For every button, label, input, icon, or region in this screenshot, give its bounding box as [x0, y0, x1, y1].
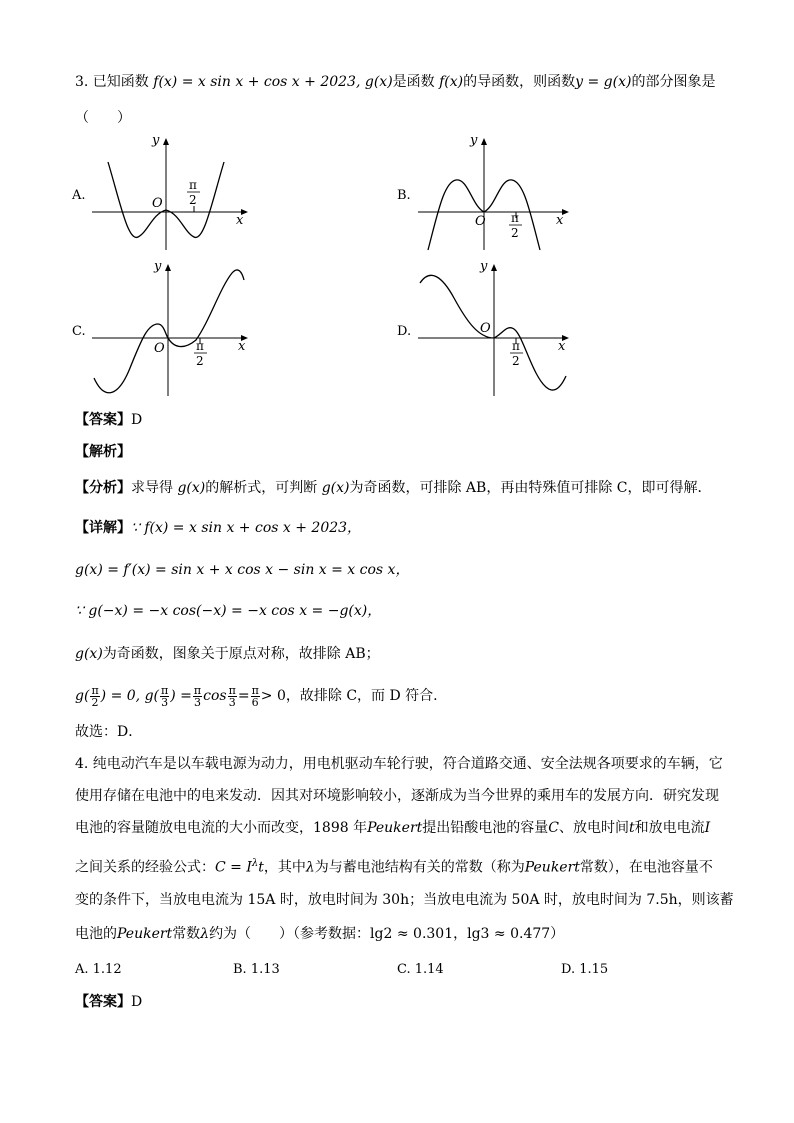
q3-fenxi-gx2: g(x) [321, 480, 350, 496]
option-b-pi: π [511, 211, 519, 225]
q4-choice-c: C. 1.14 [397, 962, 444, 977]
option-b-y: y [470, 133, 478, 148]
option-d-graph [416, 258, 586, 398]
option-d-x: x [558, 339, 566, 354]
q3-step4 [75, 644, 380, 664]
q4-choice-b: B. 1.13 [233, 962, 280, 977]
q4-answer-tag: 【答案】 [75, 994, 131, 1010]
q4-line3: 电池的容量随放电电流的大小而改变，1898 年Peukert提出铅酸电池的容量C、放电时间t和放电电流I [75, 820, 711, 836]
option-c-y: y [154, 259, 162, 274]
q3-xiangjie-tag: 【详解】 [75, 520, 131, 536]
q3-answer-tag: 【答案】 [75, 412, 131, 428]
option-a-pi: π [189, 178, 197, 192]
option-a-graph [90, 132, 260, 252]
q3-step5-f: > 0，故排除 C，而 D 符合. [260, 688, 438, 704]
q3-stem-fx: f(x) [439, 74, 464, 90]
q3-answer-value: D [131, 412, 143, 428]
q3-analysis-heading [75, 442, 131, 462]
option-c-origin: O [154, 341, 165, 356]
option-c-pi: π [196, 339, 204, 353]
q3-step3: ∵ g(−x) = −x cos(−x) = −x cos x = −g(x)， [75, 603, 382, 619]
q4-choice-a: A. 1.12 [75, 962, 122, 977]
q3-step4-text: 为奇函数，图象关于原点对称，故排除 AB； [102, 646, 380, 662]
q3-fenxi-c: 为奇函数，可排除 AB，再由特殊值可排除 C，即可得解． [349, 480, 712, 496]
q3-fenxi-a: 求导得 [131, 480, 173, 496]
q3-step1: ∵ f(x) = x sin x + cos x + 2023， [131, 520, 362, 536]
q3-step2: g(x) = f′(x) = sin x + x cos x − sin x = x cos x， [75, 562, 410, 578]
q4-line4: 之间关系的经验公式：$C = I^\lambda t$，其中λ为与蓄电池结构有关的常数（称为Peukert常数），在电池容量不 [75, 858, 713, 876]
frac-pi-3-b: $\frac{\pi}{3}$ [193, 683, 202, 709]
option-d-origin: O [480, 321, 491, 336]
q3-step5-e: = [237, 688, 250, 704]
option-b-letter: B. [397, 188, 411, 203]
q4-answer-value: D [131, 994, 143, 1010]
q3-stem-func: f(x) = x sin x + cos x + 2023, [153, 74, 361, 90]
q4-line1: 4. 纯电动汽车是以车载电源为动力，用电机驱动车轮行驶，符合道路交通、安全法规各项要求的车辆，它 [75, 756, 723, 772]
option-d-letter: D. [397, 324, 412, 339]
q3-step4-gx: g(x) [75, 646, 103, 662]
q3-stem-gx: g(x) [364, 74, 393, 90]
q3-step5-c: ) = [170, 688, 192, 704]
option-b-x: x [556, 213, 564, 228]
q3-stem-suffix: 的部分图象是 [631, 74, 716, 90]
q3-xiangjie [75, 518, 361, 538]
q3-fenxi [75, 478, 711, 498]
option-a-letter: A. [72, 188, 86, 203]
q3-step5-d: cos [203, 688, 227, 704]
option-a-two: 2 [189, 193, 197, 207]
option-d-two: 2 [512, 354, 520, 368]
option-c-letter: C. [72, 324, 86, 339]
option-c-graph [90, 258, 260, 398]
q4-line5: 变的条件下，当放电电流为 15A 时，放电时间为 30h；当放电电流为 50A 时，放电时间为 7.5h，则该蓄 [75, 892, 734, 908]
q3-step5-b: ) = 0, g( [100, 688, 159, 704]
option-b-graph [416, 132, 586, 252]
q3-fenxi-b: 的解析式，可判断 [205, 480, 318, 496]
q4-answer [75, 992, 142, 1012]
frac-pi-6: $\frac{\pi}{6}$ [251, 683, 259, 709]
option-a-origin: O [152, 196, 163, 211]
option-a-x: x [236, 213, 244, 228]
q4-choice-d: D. 1.15 [561, 962, 609, 977]
q4-line2: 使用存储在电池中的电来发动．因其对环境影响较小，逐渐成为当今世界的乘用车的发展方向．研究发现 [75, 788, 719, 804]
frac-pi-2: $\frac{\pi}{2}$ [91, 683, 99, 709]
q3-stem [75, 72, 715, 92]
q3-step5-a: g( [75, 688, 90, 704]
option-c-two: 2 [196, 354, 204, 368]
q3-stem-mid2: 的导函数，则函数 [463, 74, 576, 90]
frac-pi-3-c: $\frac{\pi}{3}$ [228, 683, 236, 709]
option-b-two: 2 [511, 226, 519, 240]
option-a-y: y [152, 133, 160, 148]
option-c-x: x [238, 339, 246, 354]
q3-stem-mid-text: 是函数 [392, 74, 435, 90]
q3-analysis-tag: 【解析】 [75, 444, 131, 460]
q3-step5 [75, 682, 438, 710]
q3-fenxi-gx: g(x) [177, 480, 206, 496]
q4-line6: 电池的Peukert常数λ约为（ ）（参考数据：lg2 ≈ 0.301，lg3 ≈ 0.477） [75, 926, 565, 942]
option-d-pi: π [512, 339, 520, 353]
q3-stem-ygx: y = g(x) [575, 74, 632, 90]
option-d-y: y [480, 259, 488, 274]
q3-stem-prefix: 3. 已知函数 [75, 74, 149, 90]
q3-fenxi-tag: 【分析】 [75, 480, 131, 496]
q3-conclusion: 故选：D． [75, 724, 143, 740]
q4-choices [75, 962, 695, 982]
q3-paren: （ ） [75, 110, 131, 126]
q3-answer [75, 410, 142, 430]
frac-pi-3-a: $\frac{\pi}{3}$ [161, 683, 169, 709]
option-b-origin: O [475, 214, 486, 229]
